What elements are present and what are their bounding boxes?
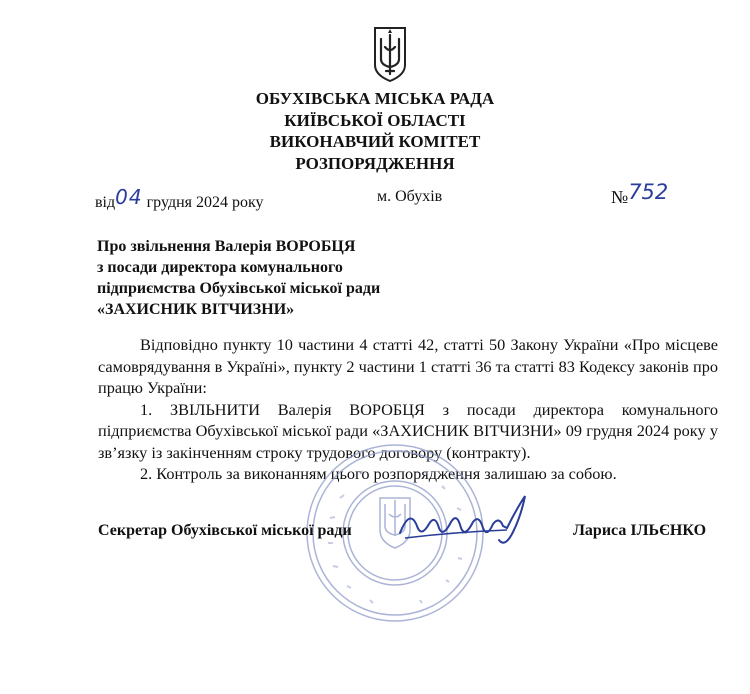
subject-line-3: підприємства Обухівської міської ради xyxy=(97,280,381,297)
handwritten-signature-icon xyxy=(395,488,545,558)
date-prefix: від xyxy=(95,194,116,211)
body-intro: Відповідно пункту 10 частини 4 статті 42, статті 50 Закону України «Про місцеве самоврядування в Україні», пункту 2 частини 1 статті 36 та статті 83 Кодексу законів про працю України: xyxy=(98,335,718,397)
document-subject xyxy=(97,236,380,320)
number-sign: № xyxy=(611,187,629,207)
document-type: РОЗПОРЯДЖЕННЯ xyxy=(295,153,455,173)
document-number xyxy=(611,180,669,208)
subject-line-4: «ЗАХИСНИК ВІТЧИЗНИ» xyxy=(97,301,295,318)
document-date xyxy=(95,185,264,212)
body-item-1: 1. ЗВІЛЬНИТИ Валерія ВОРОБЦЯ з посади директора комунального підприємства Обухівської міської ради «ЗАХИСНИК ВІТЧИЗНИ» 09 грудня 2024 року у зв’язку із закінченням строку трудового договору (контракту). xyxy=(98,399,718,462)
trident-emblem-icon xyxy=(371,25,409,83)
signer-title: Секретар Обухівської міської ради xyxy=(98,522,352,539)
document-header xyxy=(0,88,750,174)
committee-name: ВИКОНАВЧИЙ КОМІТЕТ xyxy=(269,132,481,151)
document-city: м. Обухів xyxy=(377,188,443,205)
region-name: КИЇВСЬКОЇ ОБЛАСТІ xyxy=(284,110,466,130)
body-item-2: 2. Контроль за виконанням цього розпорядження залишаю за собою. xyxy=(140,464,617,483)
document-meta xyxy=(0,180,750,216)
number-handwritten: 752 xyxy=(628,180,669,204)
date-rest: грудня 2024 року xyxy=(146,194,264,211)
subject-line-1: Про звільнення Валерія ВОРОБЦЯ xyxy=(97,238,356,255)
date-day-handwritten: 04 xyxy=(115,185,143,209)
council-name: ОБУХІВСЬКА МІСЬКА РАДА xyxy=(255,89,495,108)
subject-line-2: з посади директора комунального xyxy=(97,259,343,276)
signer-name: Лариса ІЛЬЄНКО xyxy=(573,522,707,539)
